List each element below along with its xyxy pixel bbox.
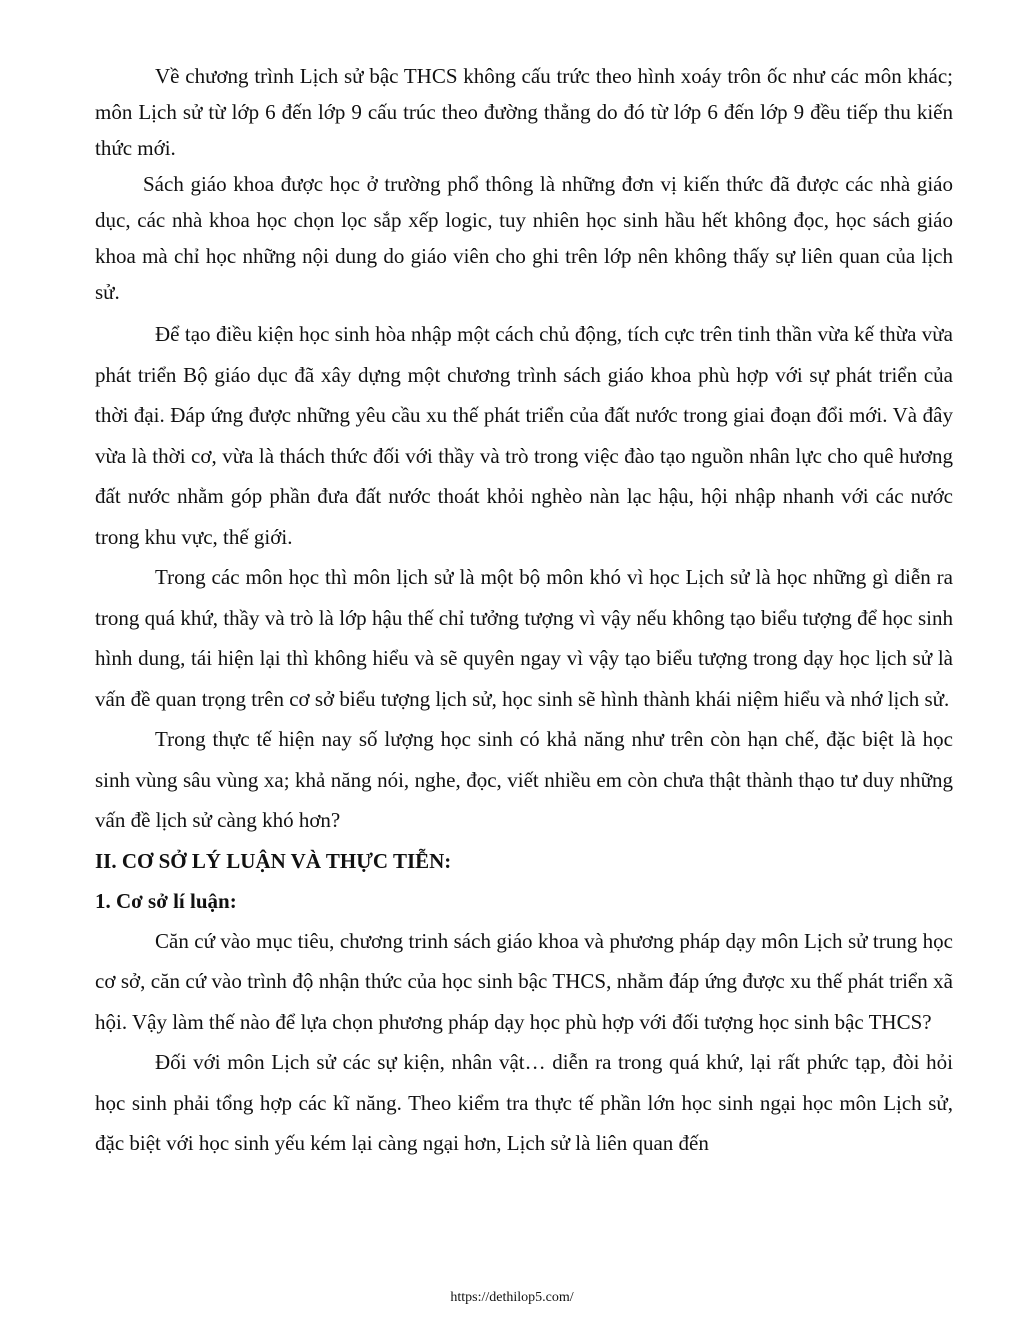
- paragraph: Để tạo điều kiện học sinh hòa nhập một cách chủ động, tích cực trên tinh thần vừa kế thừa vừa phát triển Bộ giáo dục đã xây dựng một chương trình sách giáo khoa phù hợp với sự phát triển của thời đại. Đáp ứng được những yêu cầu xu thế phát triển của đất nước trong giai đoạn đổi mới. Và đây vừa là thời cơ, vừa là thách thức đối với thầy và trò trong việc đào tạo nguồn nhân lực cho quê hương đất nước nhằm góp phần đưa đất nước thoát khỏi nghèo nàn lạc hậu, hội nhập nhanh với các nước trong khu vực, thế giới.: [95, 322, 953, 549]
- subsection-heading: 1. Cơ sở lí luận:: [95, 888, 237, 913]
- document-body: [95, 58, 953, 1164]
- section-heading: II. CƠ SỞ LÝ LUẬN VÀ THỰC TIỄN:: [95, 848, 452, 873]
- footer-url[interactable]: https://dethilop5.com/: [450, 1290, 574, 1305]
- paragraph: Căn cứ vào mục tiêu, chương trinh sách giáo khoa và phương pháp dạy môn Lịch sử trung học cơ sở, căn cứ vào trình độ nhận thức của học sinh bậc THCS, nhằm đáp ứng được xu thế phát triển xã hội. Vậy làm thế nào để lựa chọn phương pháp dạy học phù hợp với đối tượng học sinh bậc THCS?: [95, 928, 953, 1034]
- paragraph: Trong các môn học thì môn lịch sử là một bộ môn khó vì học Lịch sử là học những gì diễn ra trong quá khứ, thầy và trò là lớp hậu thế chỉ tưởng tượng vì vậy nếu không tạo biểu tượng để học sinh hình dung, tái hiện lại thì không hiểu và sẽ quyên ngay vì vậy tạo biểu tượng trong dạy học lịch sử là vấn đề quan trọng trên cơ sở biểu tượng lịch sử, học sinh sẽ hình thành khái niệm hiểu và nhớ lịch sử.: [95, 565, 953, 711]
- paragraph: Sách giáo khoa được học ở trường phổ thông là những đơn vị kiến thức đã được các nhà giáo dục, các nhà khoa học chọn lọc sắp xếp logic, tuy nhiên học sinh hầu hết không đọc, học sách giáo khoa mà chỉ học những nội dung do giáo viên cho ghi trên lớp nên không thấy sự liên quan của lịch sử.: [95, 172, 953, 304]
- paragraph: Trong thực tế hiện nay số lượng học sinh có khả năng như trên còn hạn chế, đặc biệt là học sinh vùng sâu vùng xa; khả năng nói, nghe, đọc, viết nhiều em còn chưa thật thành thạo tư duy những vấn đề lịch sử càng khó hơn?: [95, 727, 953, 832]
- paragraph: Đối với môn Lịch sử các sự kiện, nhân vật… diễn ra trong quá khứ, lại rất phức tạp, đòi hỏi học sinh phải tổng hợp các kĩ năng. Theo kiểm tra thực tế phần lớn học sinh ngại học môn Lịch sử, đặc biệt với học sinh yếu kém lại càng ngại hơn, Lịch sử là liên quan đến: [95, 1050, 953, 1155]
- paragraph: Về chương trình Lịch sử bậc THCS không cấu trức theo hình xoáy trôn ốc như các môn khác; môn Lịch sử từ lớp 6 đến lớp 9 cấu trúc theo đường thẳng do đó từ lớp 6 đến lớp 9 đều tiếp thu kiến thức mới.: [95, 64, 953, 160]
